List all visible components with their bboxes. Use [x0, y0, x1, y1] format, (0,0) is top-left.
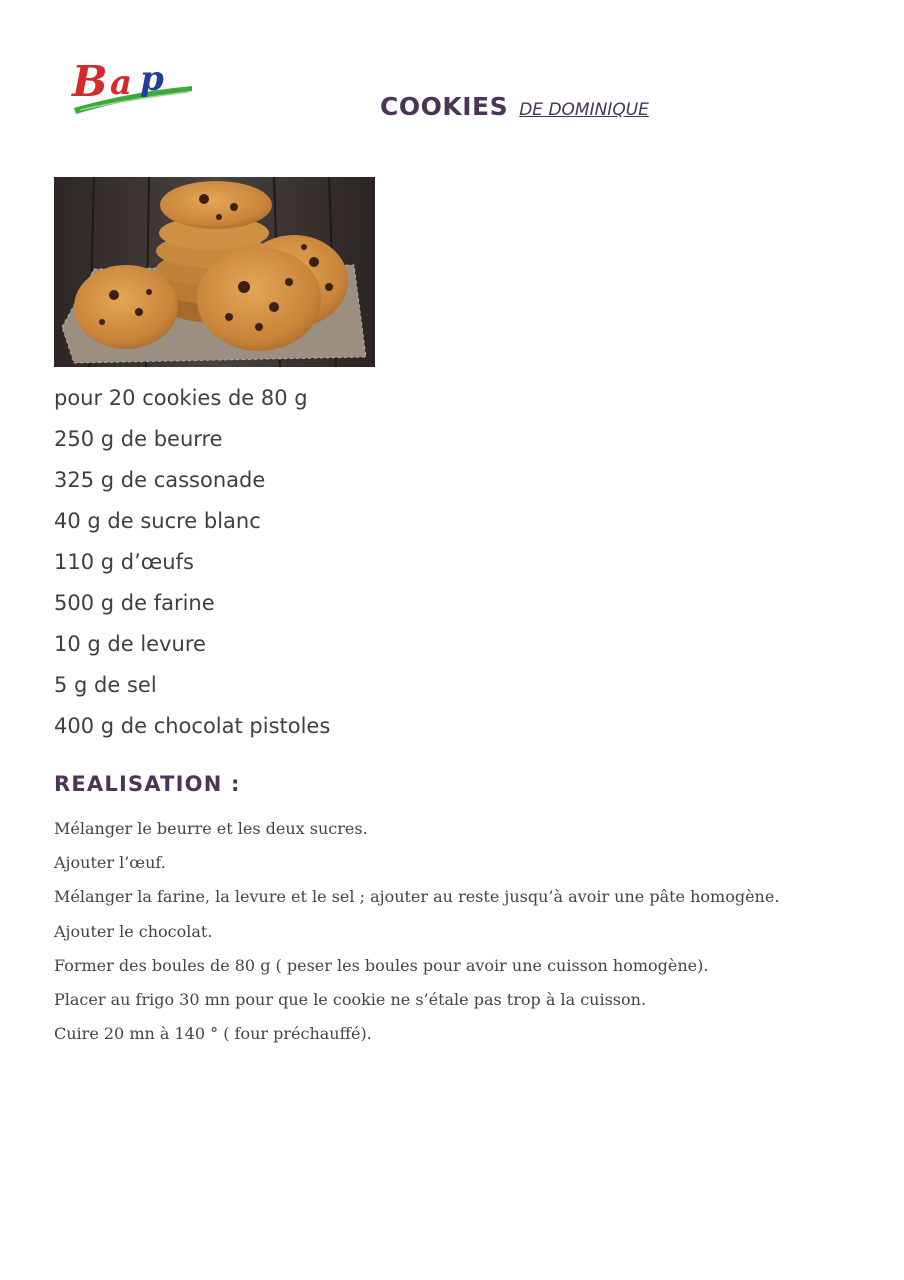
ingredient-item: 10 g de levure [54, 632, 206, 656]
step-item: Cuire 20 mn à 140 ° ( four préchauffé). [54, 1024, 372, 1044]
bap-logo-graphic [70, 52, 198, 118]
realisation-steps [54, 815, 779, 1054]
recipe-title-block [380, 92, 649, 121]
ingredient-item: pour 20 cookies de 80 g [54, 386, 308, 410]
svg-text:a: a [110, 63, 133, 103]
ingredients-list [54, 380, 330, 749]
ingredient-item: 400 g de chocolat pistoles [54, 714, 331, 738]
ingredient-item: 40 g de sucre blanc [54, 509, 261, 533]
cookies-photo-graphic [54, 177, 375, 367]
step-item: Ajouter l’œuf. [54, 853, 166, 873]
step-item: Former des boules de 80 g ( peser les boules pour avoir une cuisson homogène). [54, 955, 709, 975]
step-item: Ajouter le chocolat. [54, 921, 213, 941]
svg-text:B: B [72, 57, 108, 106]
step-item: Mélanger le beurre et les deux sucres. [54, 819, 368, 838]
recipe-subtitle: DE DOMINIQUE [519, 100, 649, 120]
svg-text:p: p [140, 59, 164, 99]
ingredient-item: 5 g de sel [54, 673, 157, 697]
recipe-title: COOKIES [380, 92, 509, 121]
ingredient-item: 500 g de farine [54, 591, 215, 615]
realisation-heading: REALISATION : [54, 772, 241, 796]
bap-logo [70, 52, 198, 118]
cookies-photo [54, 177, 375, 367]
ingredient-item: 110 g d’œufs [54, 550, 194, 574]
step-item: Placer au frigo 30 mn pour que le cookie ne s’étale pas trop à la cuisson. [54, 989, 647, 1009]
ingredient-item: 250 g de beurre [54, 427, 223, 451]
step-item: Mélanger la farine, la levure et le sel ; ajouter au reste jusqu’à avoir une pâte homogène. [54, 887, 780, 907]
ingredient-item: 325 g de cassonade [54, 468, 266, 492]
